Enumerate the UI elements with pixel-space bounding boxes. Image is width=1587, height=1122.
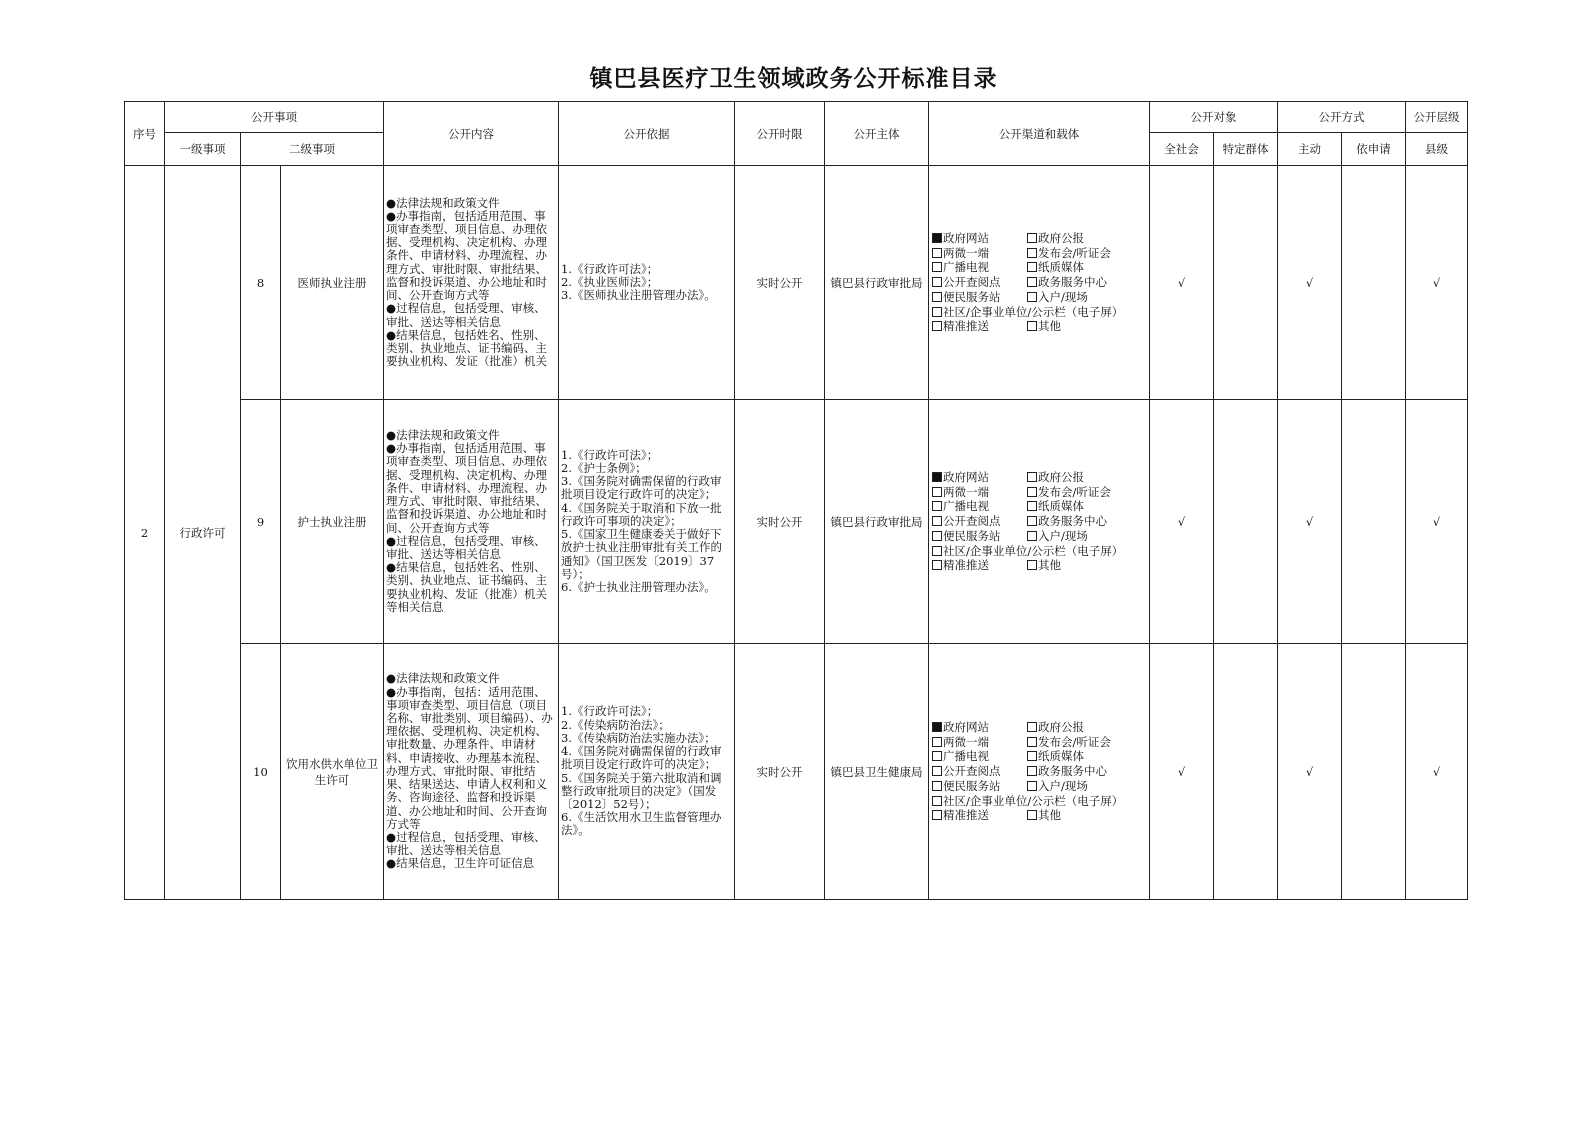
channel-option [932, 470, 1027, 485]
channel-label: 两微一端 [943, 734, 990, 749]
unchecked-box-icon [1027, 501, 1037, 511]
channel-label: 精准推送 [943, 319, 990, 334]
unchecked-box-icon [1027, 292, 1037, 302]
channel-option [932, 749, 1027, 764]
unchecked-box-icon [1027, 531, 1037, 541]
channel-option [932, 246, 1027, 261]
channel-option [1027, 485, 1150, 500]
row-method-active: √ [1278, 166, 1342, 400]
channel-option [932, 544, 1150, 559]
channel-list [929, 231, 1149, 335]
channel-label: 其他 [1038, 808, 1062, 823]
unchecked-box-icon [1027, 781, 1037, 791]
channel-label: 纸质媒体 [1038, 749, 1085, 764]
channel-option [1027, 764, 1150, 779]
channel-option [1027, 260, 1150, 275]
unchecked-box-icon [932, 516, 942, 526]
row-target-all: √ [1150, 644, 1214, 900]
channel-option [932, 290, 1027, 305]
row-method-active: √ [1278, 644, 1342, 900]
channel-list [929, 720, 1149, 824]
channel-label: 精准推送 [943, 808, 990, 823]
unchecked-box-icon [1027, 262, 1037, 272]
channel-label: 纸质媒体 [1038, 260, 1085, 275]
unchecked-box-icon [932, 781, 942, 791]
row-time: 实时公开 [735, 166, 825, 400]
row-num: 10 [241, 644, 281, 900]
channel-label: 发布会/听证会 [1038, 245, 1111, 260]
header-basis: 公开依据 [559, 102, 735, 166]
row-content: ●法律法规和政策文件 ●办事指南，包括适用范围、事项审查类型、项目信息、办理依据、受理机构、决定机构、办理条件、申请材料、办理流程、办理方式、审批时限、审批结果、监督和投诉渠道、办公地址和时间、公开查询方式等 ●过程信息，包括受理、审核、审批、送达等相关信息 ●结果信息，包括姓名、性别、类别、执业地点、证书编码、主要执业机构、发证（批准）机关 [384, 166, 559, 400]
channel-label: 政府公报 [1038, 719, 1085, 734]
row-level2: 医师执业注册 [281, 166, 384, 400]
channel-label: 公开查阅点 [943, 514, 1001, 529]
row-target-all: √ [1150, 400, 1214, 644]
channel-option [932, 794, 1150, 809]
unchecked-box-icon [1027, 487, 1037, 497]
row-basis [559, 644, 735, 900]
channel-label: 政务服务中心 [1038, 275, 1108, 290]
row-target-specific [1214, 400, 1278, 644]
header-channel: 公开渠道和载体 [929, 102, 1150, 166]
unchecked-box-icon [932, 810, 942, 820]
row-target-specific [1214, 166, 1278, 400]
row-basis [559, 166, 735, 400]
channel-label: 政府网站 [943, 230, 990, 245]
row-content: ●法律法规和政策文件 ●办事指南，包括适用范围、事项审查类型、项目信息、办理依据、受理机构、决定机构、办理条件、申请材料、办理流程、办理方式、审批时限、审批结果、监督和投诉渠道、办公地址和时间、公开查询方式等 ●过程信息，包括受理、审核、审批、送达等相关信息 ●结果信息，包括姓名、性别、类别、执业地点、证书编码、主要执业机构、发证（批准）机关等相关信息 [384, 400, 559, 644]
channel-option [932, 275, 1027, 290]
header-content: 公开内容 [384, 102, 559, 166]
channel-label: 政务服务中心 [1038, 514, 1108, 529]
channel-option [932, 735, 1027, 750]
row-subject: 镇巴县行政审批局 [825, 400, 929, 644]
channel-label: 其他 [1038, 319, 1062, 334]
channel-option [932, 305, 1150, 320]
header-level2: 二级事项 [241, 133, 384, 166]
header-method-active: 主动 [1278, 133, 1342, 166]
row-num: 8 [241, 166, 281, 400]
row-level-county: √ [1406, 166, 1468, 400]
row-method-request [1342, 644, 1406, 900]
unchecked-box-icon [932, 321, 942, 331]
channel-label: 公开查阅点 [943, 764, 1001, 779]
channel-option [1027, 779, 1150, 794]
channel-option [932, 779, 1027, 794]
basis-line: 3.《传染病防治法实施办法》； [561, 730, 716, 745]
unchecked-box-icon [932, 531, 942, 541]
channel-option [1027, 558, 1150, 573]
basis-line: 2.《传染病防治法》； [561, 717, 670, 732]
channel-option [932, 558, 1027, 573]
unchecked-box-icon [932, 796, 942, 806]
header-time: 公开时限 [735, 102, 825, 166]
basis-line: 5.《国务院关于第六批取消和调整行政审批项目的决定》（国发〔2012〕52号）； [561, 770, 722, 811]
unchecked-box-icon [932, 248, 942, 258]
row-channels [929, 644, 1150, 900]
channel-option [1027, 720, 1150, 735]
basis-line: 6.《生活饮用水卫生监督管理办法》。 [561, 810, 722, 838]
channel-option [1027, 470, 1150, 485]
channel-option [1027, 290, 1150, 305]
basis-line: 2.《护士条例》； [561, 461, 647, 476]
unchecked-box-icon [932, 751, 942, 761]
basis-line: 6.《护士执业注册管理办法》。 [561, 579, 716, 594]
unchecked-box-icon [932, 501, 942, 511]
channel-label: 入户/现场 [1038, 528, 1088, 543]
row-target-specific [1214, 644, 1278, 900]
unchecked-box-icon [932, 560, 942, 570]
channel-label: 社区/企事业单位/公示栏（电子屏） [943, 543, 1124, 558]
channel-label: 入户/现场 [1038, 778, 1088, 793]
channel-option [1027, 246, 1150, 261]
channel-option [932, 231, 1027, 246]
header-target-specific: 特定群体 [1214, 133, 1278, 166]
unchecked-box-icon [932, 766, 942, 776]
row-content: ●法律法规和政策文件 ●办事指南，包括：适用范围、事项审查类型、项目信息（项目名称、审批类别、项目编码）、办理依据、受理机构、决定机构、审批数量、办理条件、申请材料、申请接收、办理基本流程、办理方式、审批时限、审批结果、结果送达、申请人权利和义务、咨询途径、监督和投诉渠道、办公地址和时间、公开查询方式等 ●过程信息，包括受理、审核、审批、送达等相关信息 ●结果信息，卫生许可证信息 [384, 644, 559, 900]
unchecked-box-icon [1027, 766, 1037, 776]
channel-label: 入户/现场 [1038, 289, 1088, 304]
row-basis [559, 400, 735, 644]
checked-box-icon [932, 472, 942, 482]
channel-option [932, 764, 1027, 779]
channel-option [932, 260, 1027, 275]
unchecked-box-icon [932, 737, 942, 747]
channel-option [1027, 808, 1150, 823]
checked-box-icon [932, 722, 942, 732]
channel-label: 广播电视 [943, 749, 990, 764]
header-level1: 一级事项 [165, 133, 241, 166]
header-target: 公开对象 [1150, 102, 1278, 133]
channel-option [1027, 514, 1150, 529]
row-level-county: √ [1406, 644, 1468, 900]
unchecked-box-icon [932, 307, 942, 317]
channel-label: 政府网站 [943, 469, 990, 484]
unchecked-box-icon [1027, 516, 1037, 526]
unchecked-box-icon [932, 487, 942, 497]
channel-list [929, 470, 1149, 574]
unchecked-box-icon [1027, 248, 1037, 258]
row-subject: 镇巴县行政审批局 [825, 166, 929, 400]
channel-label: 社区/企事业单位/公示栏（电子屏） [943, 793, 1124, 808]
header-method-request: 依申请 [1342, 133, 1406, 166]
channel-option [932, 720, 1027, 735]
unchecked-box-icon [932, 262, 942, 272]
channel-label: 精准推送 [943, 558, 990, 573]
channel-option [1027, 529, 1150, 544]
row-method-request [1342, 166, 1406, 400]
channel-label: 政府公报 [1038, 230, 1085, 245]
row-level-county: √ [1406, 400, 1468, 644]
channel-label: 政府网站 [943, 719, 990, 734]
unchecked-box-icon [932, 546, 942, 556]
channel-option [1027, 735, 1150, 750]
unchecked-box-icon [1027, 321, 1037, 331]
unchecked-box-icon [1027, 751, 1037, 761]
unchecked-box-icon [1027, 277, 1037, 287]
unchecked-box-icon [1027, 472, 1037, 482]
header-target-all: 全社会 [1150, 133, 1214, 166]
header-level: 公开层级 [1406, 102, 1468, 133]
page-title: 镇巴县医疗卫生领域政务公开标准目录 [589, 65, 998, 92]
channel-option [932, 529, 1027, 544]
channel-option [932, 514, 1027, 529]
channel-label: 政务服务中心 [1038, 764, 1108, 779]
basis-line: 4.《国务院关于取消和下放一批行政许可事项的决定》； [561, 500, 722, 528]
channel-label: 发布会/听证会 [1038, 734, 1111, 749]
group-level1: 行政许可 [165, 166, 241, 900]
channel-option [932, 319, 1027, 334]
channel-label: 纸质媒体 [1038, 499, 1085, 514]
header-level-county: 县级 [1406, 133, 1468, 166]
channel-label: 广播电视 [943, 260, 990, 275]
row-time: 实时公开 [735, 400, 825, 644]
header-subject: 公开主体 [825, 102, 929, 166]
row-time: 实时公开 [735, 644, 825, 900]
basis-line: 5.《国家卫生健康委关于做好下放护士执业注册审批有关工作的通知》（国卫医发〔2019〕37号）； [561, 527, 723, 581]
basis-line: 1.《行政许可法》； [561, 447, 659, 462]
group-seq: 2 [125, 166, 165, 900]
channel-label: 便民服务站 [943, 778, 1001, 793]
channel-label: 广播电视 [943, 499, 990, 514]
unchecked-box-icon [1027, 233, 1037, 243]
unchecked-box-icon [932, 292, 942, 302]
header-seq: 序号 [125, 102, 165, 166]
header-method: 公开方式 [1278, 102, 1406, 133]
channel-label: 其他 [1038, 558, 1062, 573]
unchecked-box-icon [1027, 560, 1037, 570]
table-row [125, 644, 1468, 900]
channel-label: 政府公报 [1038, 469, 1085, 484]
channel-label: 便民服务站 [943, 528, 1001, 543]
header-items: 公开事项 [165, 102, 384, 133]
channel-label: 两微一端 [943, 245, 990, 260]
channel-label: 发布会/听证会 [1038, 484, 1111, 499]
channel-option [932, 485, 1027, 500]
channel-option [1027, 275, 1150, 290]
basis-line: 3.《医师执业注册管理办法》。 [561, 288, 716, 303]
channel-option [932, 808, 1027, 823]
row-level2: 护士执业注册 [281, 400, 384, 644]
channel-option [1027, 749, 1150, 764]
table-row [125, 400, 1468, 644]
unchecked-box-icon [1027, 722, 1037, 732]
header-row-1 [125, 102, 1468, 133]
catalog-table [124, 101, 1468, 900]
row-level2: 饮用水供水单位卫生许可 [281, 644, 384, 900]
table-row [125, 166, 1468, 400]
row-channels [929, 400, 1150, 644]
basis-line: 2.《执业医师法》； [561, 274, 659, 289]
row-channels [929, 166, 1150, 400]
basis-line: 4.《国务院对确需保留的行政审批项目设定行政许可的决定》； [561, 744, 722, 772]
basis-line: 1.《行政许可法》； [561, 704, 659, 719]
basis-line: 1.《行政许可法》； [561, 261, 659, 276]
channel-option [932, 499, 1027, 514]
row-subject: 镇巴县卫生健康局 [825, 644, 929, 900]
channel-label: 两微一端 [943, 484, 990, 499]
row-method-request [1342, 400, 1406, 644]
row-num: 9 [241, 400, 281, 644]
channel-label: 便民服务站 [943, 289, 1001, 304]
channel-label: 公开查阅点 [943, 275, 1001, 290]
channel-option [1027, 231, 1150, 246]
unchecked-box-icon [1027, 810, 1037, 820]
basis-line: 3.《国务院对确需保留的行政审批项目设定行政许可的决定》； [561, 474, 722, 502]
channel-label: 社区/企事业单位/公示栏（电子屏） [943, 304, 1124, 319]
checked-box-icon [932, 233, 942, 243]
row-target-all: √ [1150, 166, 1214, 400]
unchecked-box-icon [932, 277, 942, 287]
row-method-active: √ [1278, 400, 1342, 644]
unchecked-box-icon [1027, 737, 1037, 747]
channel-option [1027, 319, 1150, 334]
channel-option [1027, 499, 1150, 514]
